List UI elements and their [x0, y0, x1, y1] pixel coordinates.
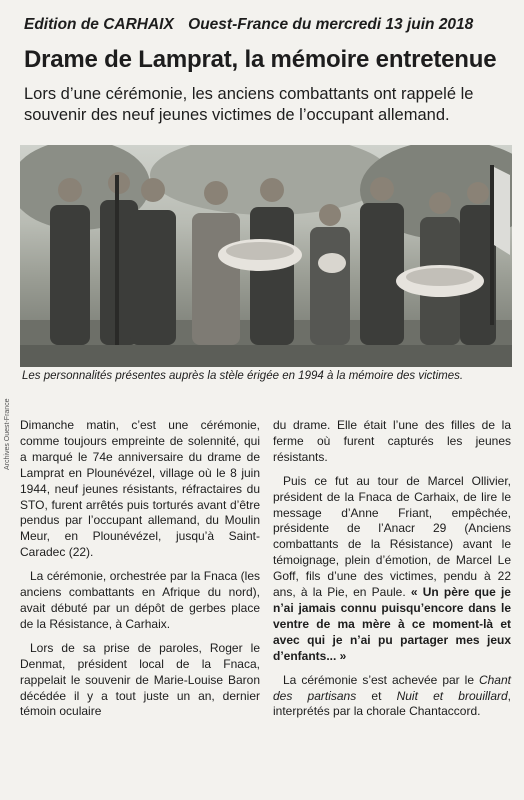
- photo-credit: Archives Ouest-France: [4, 398, 11, 470]
- paragraph-text: Puis ce fut au tour de Marcel Ollivier, président de la Fnaca de Carhaix, de lire le message d’Anne Friant, empêchée, présidente de l’Anacr 29 (Anciens combattants de la Résistance) avant le témoignage, plein d’émotion, de Marcel Le Goff, fils d’une des victimes, pendu à 22 ans, à la Pie, en Paule.: [273, 473, 511, 600]
- article-lead: Lors d’une cérémonie, les anciens combattants ont rappelé le souvenir des neuf jeunes victimes de l’occupant allemand.: [24, 85, 474, 124]
- paragraph: Lors de sa prise de paroles, Roger le Denmat, président local de la Fnaca, rappelait le souvenir de Marie-Louise Baron décédée il y a tout juste un an, dernier témoin oculaire: [20, 640, 260, 719]
- paragraph-text: La cérémonie s’est achevée par le: [283, 672, 479, 687]
- ceremony-photo: [20, 145, 512, 367]
- article-column-right: [273, 418, 511, 728]
- paragraph: [273, 474, 511, 665]
- song-title: Chant des partisans: [273, 672, 511, 703]
- paragraph: La cérémonie, orchestrée par la Fnaca (les anciens combattants en Afrique du nord), avait débuté par un dépôt de gerbes place de la Résistance, à Carhaix.: [20, 569, 260, 631]
- quote: « Un père que je n’ai jamais connu puisqu’encore dans le ventre de ma mère à ce moment-là et avec qui je n’ai pu partager mes jeux d’enfants... »: [273, 585, 511, 663]
- newspaper-header: [24, 16, 504, 34]
- paragraph-text: , interprétés par la chorale Chantaccord.: [273, 688, 511, 719]
- paragraph: du drame. Elle était l’une des filles de la ferme où furent capturés les jeunes résistants.: [273, 418, 511, 464]
- edition-label: Edition de CARHAIX: [24, 16, 174, 33]
- paragraph-text: et: [356, 688, 397, 703]
- article-title: Drame de Lamprat, la mémoire entretenue: [24, 46, 497, 73]
- photo-caption: Les personnalités présentes auprès la stèle érigée en 1994 à la mémoire des victimes.: [22, 370, 464, 382]
- song-title: Nuit et brouillard: [396, 688, 508, 703]
- paragraph: Dimanche matin, c’est une cérémonie, comme toujours empreinte de solennité, qui a marqué le 74e anniversaire du drame de Lamprat en Plounévézel, village où le 8 juin 1944, neuf jeunes résistants, réfractaires du STO, furent arrêtés puis torturés avant d’être pendus par l’occupant allemand, du Moulin Meur, en Plounévézel, jusqu’à Saint-Caradec (22).: [20, 418, 260, 560]
- paragraph: [273, 673, 511, 721]
- newspaper-date: Ouest-France du mercredi 13 juin 2018: [188, 16, 474, 33]
- article-column-left: [20, 418, 260, 728]
- ceremony-photo-illustration: [20, 145, 512, 367]
